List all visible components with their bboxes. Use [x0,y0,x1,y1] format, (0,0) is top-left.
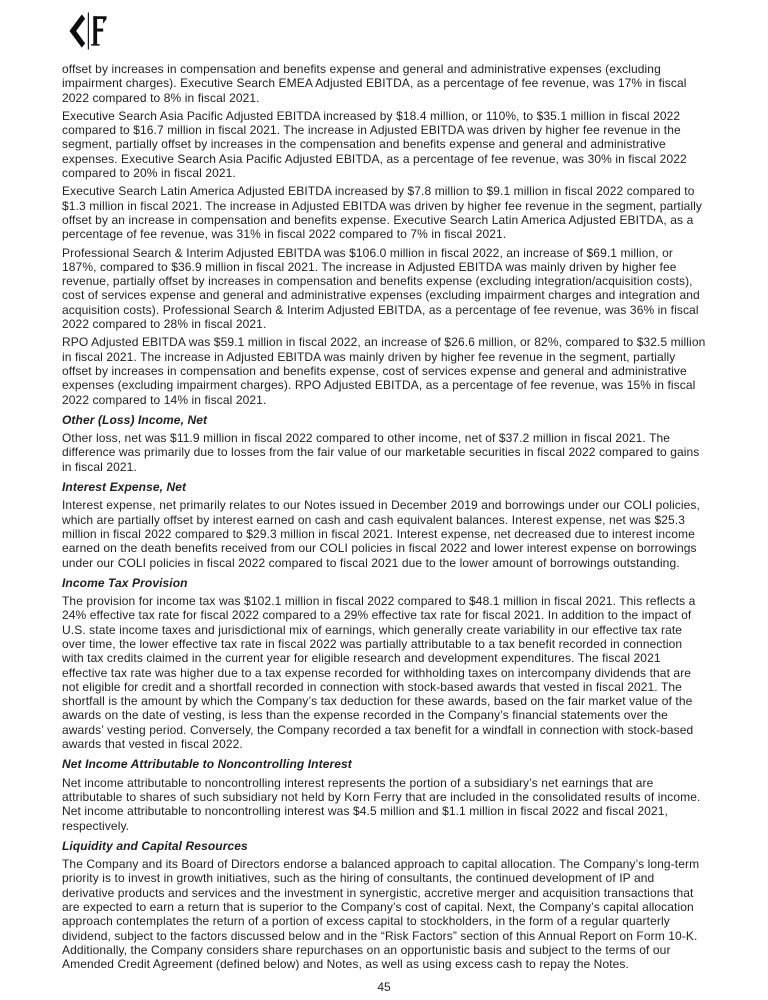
section-heading: Liquidity and Capital Resources [62,838,248,853]
body-paragraph: The provision for income tax was $102.1 million in fiscal 2022 compared to $48.1 million in fiscal 2021. This reflects a 24% effective tax rate for fiscal 2022 compared to a 29% effective tax rate for fiscal 2021. In addition to the impact of U.S. state income taxes and jurisdictional mix of earnings, which generally create variability in our effective tax rate over time, the lower effective tax rate in fiscal 2022 was partially attributable to a tax benefit recorded in connection with tax credits claimed in the current year for eligible research and development expenditures. The fiscal 2021 effective tax rate was higher due to a tax expense recorded for withholding taxes on intercompany dividends that are not eligible for credit and a shortfall recorded in connection with stock-based awards that vested in fiscal 2021. The shortfall is the amount by which the Company’s tax deduction for these awards, based on the fair market value of the awards on the date of vesting, is less than the expense recorded in the Company’s financial statements over the awards’ vesting period. Conversely, the Company recorded a tax benefit for a windfall in connection with stock-based awards that vested in fiscal 2022. [62,594,696,752]
page-header [62,12,706,62]
body-paragraph: The Company and its Board of Directors endorse a balanced approach to capital allocation. The Company’s long-term priority is to invest in growth initiatives, such as the hiring of consultants, the continued development of IP and derivative products and services and the investment in synergistic, accretive merger and acquisition transactions that are expected to earn a return that is superior to the Company’s cost of capital. Next, the Company’s capital allocation approach contemplates the return of a portion of excess capital to stockholders, in the form of a regular quarterly dividend, subject to the factors discussed below and in the “Risk Factors” section of this Annual Report on Form 10-K. Additionally, the Company considers share repurchases on an opportunistic basis and subject to the terms of our Amended Credit Agreement (defined below) and Notes, as well as using excess cash to repay the Notes. [62,857,700,972]
body-paragraph: RPO Adjusted EBITDA was $59.1 million in fiscal 2022, an increase of $26.6 million, or 82%, compared to $32.5 million in fiscal 2021. The increase in Adjusted EBITDA was mainly driven by higher fee revenue in the segment, partially offset by increases in compensation and benefits expense, cost of services expense and general and administrative expenses (excluding impairment charges). RPO Adjusted EBITDA, as a percentage of fee revenue, was 15% in fiscal 2022 compared to 14% in fiscal 2021. [62,335,706,407]
body-paragraph: Other loss, net was $11.9 million in fiscal 2022 compared to other income, net of $37.2 million in fiscal 2021. The difference was primarily due to losses from the fair value of our marketable securities in fiscal 2022 compared to gains in fiscal 2021. [62,431,700,474]
page-footer [62,980,706,994]
body-paragraph: Executive Search Asia Pacific Adjusted EBITDA increased by $18.4 million, or 110%, to $35.1 million in fiscal 2022 compared to $16.7 million in fiscal 2021. The increase in Adjusted EBITDA was driven by higher fee revenue in the segment, partially offset by increases in the compensation and benefits expense and general and administrative expenses. Executive Search Asia Pacific Adjusted EBITDA, as a percentage of fee revenue, was 30% in fiscal 2022 compared to 20% in fiscal 2021. [62,108,687,181]
page-number: 45 [377,979,391,994]
body-paragraph: Professional Search & Interim Adjusted EBITDA was $106.0 million in fiscal 2022, an increase of $69.1 million, or 187%, compared to $36.9 million in fiscal 2021. The increase in Adjusted EBITDA was mainly driven by higher fee revenue, partially offset by increases in compensation and benefits expense (excluding integration/acquisition costs), cost of services expense and general and administrative expenses (excluding impairment charges and integration and acquisition costs). Professional Search & Interim Adjusted EBITDA, as a percentage of fee revenue, was 36% in fiscal 2022 compared to 28% in fiscal 2021. [62,245,700,332]
body-paragraph: Executive Search Latin America Adjusted EBITDA increased by $7.8 million to $9.1 million in fiscal 2022 compared to $1.3 million in fiscal 2021. The increase in Adjusted EBITDA was driven by higher fee revenue in the segment, partially offset by an increase in compensation and benefits expense. Executive Search Latin America Adjusted EBITDA, as a percentage of fee revenue, was 31% in fiscal 2022 compared to 7% in fiscal 2021. [62,184,703,242]
body-paragraph: offset by increases in compensation and benefits expense and general and administrative expenses (excluding impairment charges). Executive Search EMEA Adjusted EBITDA, as a percentage of fee revenue, was 17% in fiscal 2022 compared to 8% in fiscal 2021. [62,62,687,105]
section-heading: Income Tax Provision [62,575,188,590]
body-paragraph: Net income attributable to noncontrolling interest represents the portion of a subsidiary’s net earnings that are attributable to shares of such subsidiary not held by Korn Ferry that are included in the consolidated results of income. Net income attributable to noncontrolling interest was $4.5 million and $1.1 million in fiscal 2022 and fiscal 2021, respectively. [62,775,701,833]
section-heading: Net Income Attributable to Noncontrolling Interest [62,757,352,772]
korn-ferry-logo-icon [67,12,109,50]
section-heading: Interest Expense, Net [62,480,187,495]
document-body [62,62,706,972]
body-paragraph: Interest expense, net primarily relates to our Notes issued in December 2019 and borrowings under our COLI policies, which are partially offset by interest earned on cash and cash equivalent balances. Interest expense, net was $25.3 million in fiscal 2022 compared to $29.3 million in fiscal 2021. Interest expense, net decreased due to interest income earned on the death benefits received from our COLI policies in fiscal 2022 and lower interest expense on borrowings under our COLI policies in fiscal 2022 compared to fiscal 2021 due to the lower amount of borrowings outstanding. [62,498,700,570]
section-heading: Other (Loss) Income, Net [62,412,208,427]
